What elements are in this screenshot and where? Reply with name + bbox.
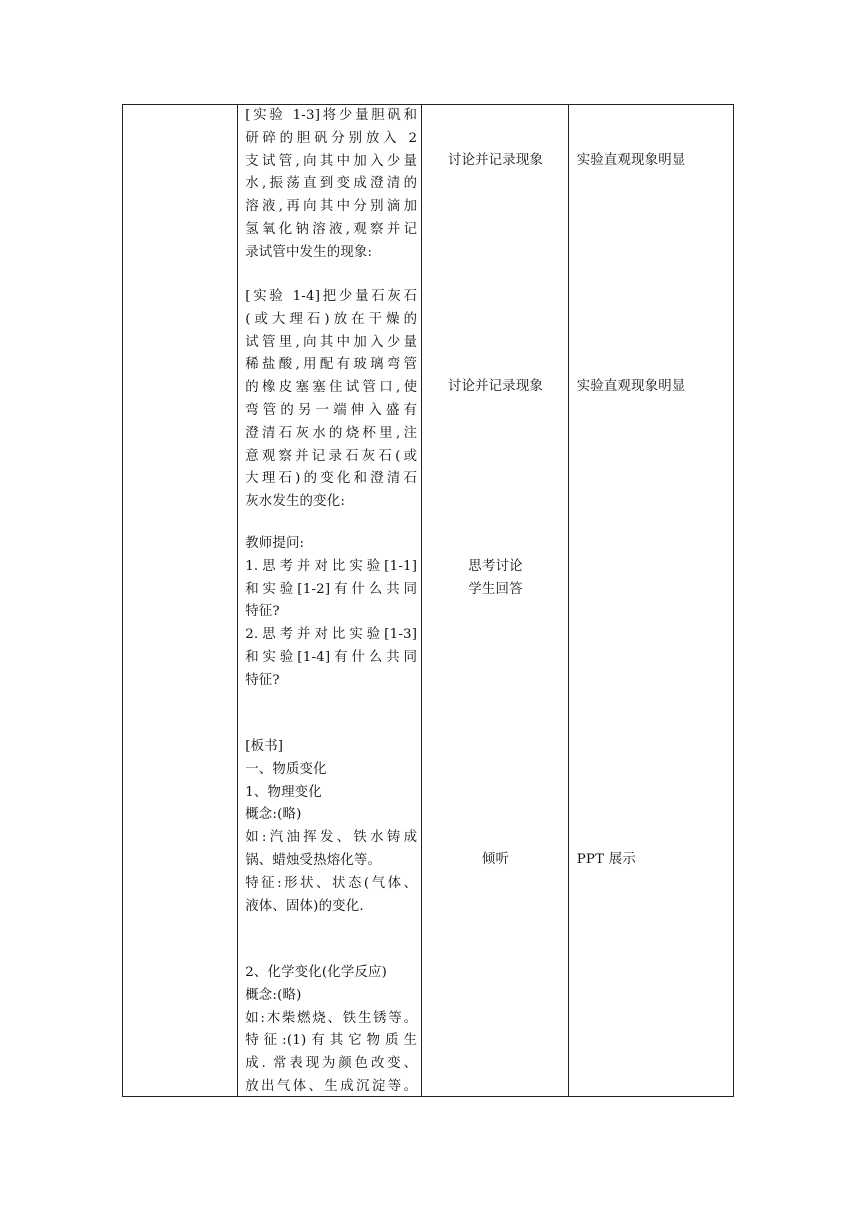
text-line: 水,振荡直到变成澄清的 (245, 176, 418, 192)
student-activity-cell (422, 105, 568, 1097)
text-line: 弯管的另一端伸入盛有 (245, 402, 418, 418)
text-line: (或大理石)放在干燥的 (245, 311, 418, 327)
student-activity-board: 倾听 (481, 852, 510, 867)
design-intent-board: PPT 展示 (576, 852, 636, 867)
text-line: 研碎的胆矾分别放入 2 (245, 130, 418, 146)
text-line: 如:汽油挥发、铁水铸成 (245, 830, 418, 846)
blackboard-chemical-change-text (245, 962, 417, 1099)
text-line: 录试管中发生的现象: (245, 244, 373, 260)
text-line: 特征? (245, 672, 280, 688)
text-line: 一、物质变化 (245, 761, 327, 777)
blackboard-physical-change-text (245, 736, 417, 918)
text-line: 2、化学变化(化学反应) (245, 965, 388, 980)
experiment-1-3-text (245, 105, 417, 265)
stage-column-cell (123, 105, 238, 1097)
text-line: [板书] (245, 739, 284, 754)
teacher-activity-cell (238, 105, 422, 1097)
text-line: 液体、固体)的变化. (245, 898, 364, 914)
text-line: 灰水发生的变化: (245, 494, 346, 510)
text-line: 成. 常表现为颜色改变、 (245, 1056, 418, 1072)
table-row (123, 105, 734, 1097)
text-line: 意观察并记录石灰石(或 (245, 448, 418, 464)
text-line: 溶液,再向其中分别滴加 (245, 199, 418, 215)
text-line: 支试管,向其中加入少量 (245, 153, 418, 169)
text-line: 概念:(略) (245, 987, 302, 1003)
experiment-1-4-text (245, 286, 417, 514)
text-line: 特征:(1)有其它物质生 (245, 1033, 418, 1049)
text-line: [实验 1-3]将少量胆矾和 (245, 108, 418, 123)
text-line: 如:木柴燃烧、铁生锈等。 (245, 1010, 418, 1026)
text-line: 放出气体、生成沉淀等。 (245, 1078, 418, 1094)
text-line: [实验 1-4]把少量石灰石 (245, 289, 418, 304)
text-line: 的橡皮塞塞住试管口,使 (245, 380, 418, 396)
text-line: 1、物理变化 (245, 784, 322, 800)
text-line: 锅、蜡烛受热熔化等。 (245, 852, 382, 868)
student-activity-question-line2: 学生回答 (468, 582, 523, 597)
text-line: 2.思考并对比实验[1-3] (245, 627, 418, 643)
design-intent-exp13: 实验直观现象明显 (576, 153, 686, 168)
text-line: 大理石)的变化和澄清石 (245, 471, 418, 487)
text-line: 概念:(略) (245, 807, 302, 823)
text-line: 1.思考并对比实验[1-1] (245, 558, 418, 574)
design-intent-exp14: 实验直观现象明显 (576, 379, 686, 394)
teacher-question-text (245, 533, 417, 693)
student-activity-exp14: 讨论并记录现象 (447, 379, 544, 394)
text-line: 试管里,向其中加入少量 (245, 334, 418, 350)
text-line: 澄清石灰水的烧杯里,注 (245, 425, 418, 441)
text-line: 和实验[1-2]有什么共同 (245, 581, 418, 597)
design-intent-cell (568, 105, 733, 1097)
text-line: 教师提问: (245, 536, 305, 551)
text-line: 稀盐酸,用配有玻璃弯管 (245, 357, 418, 373)
lesson-plan-table (122, 104, 734, 1097)
text-line: 特征? (245, 604, 280, 620)
student-activity-exp13: 讨论并记录现象 (447, 153, 544, 168)
text-line: 特征:形状、状态(气体、 (245, 875, 418, 891)
student-activity-question-line1: 思考讨论 (468, 559, 523, 574)
text-line: 和实验[1-4]有什么共同 (245, 649, 418, 665)
text-line: 氢氧化钠溶液,观察并记 (245, 221, 418, 237)
